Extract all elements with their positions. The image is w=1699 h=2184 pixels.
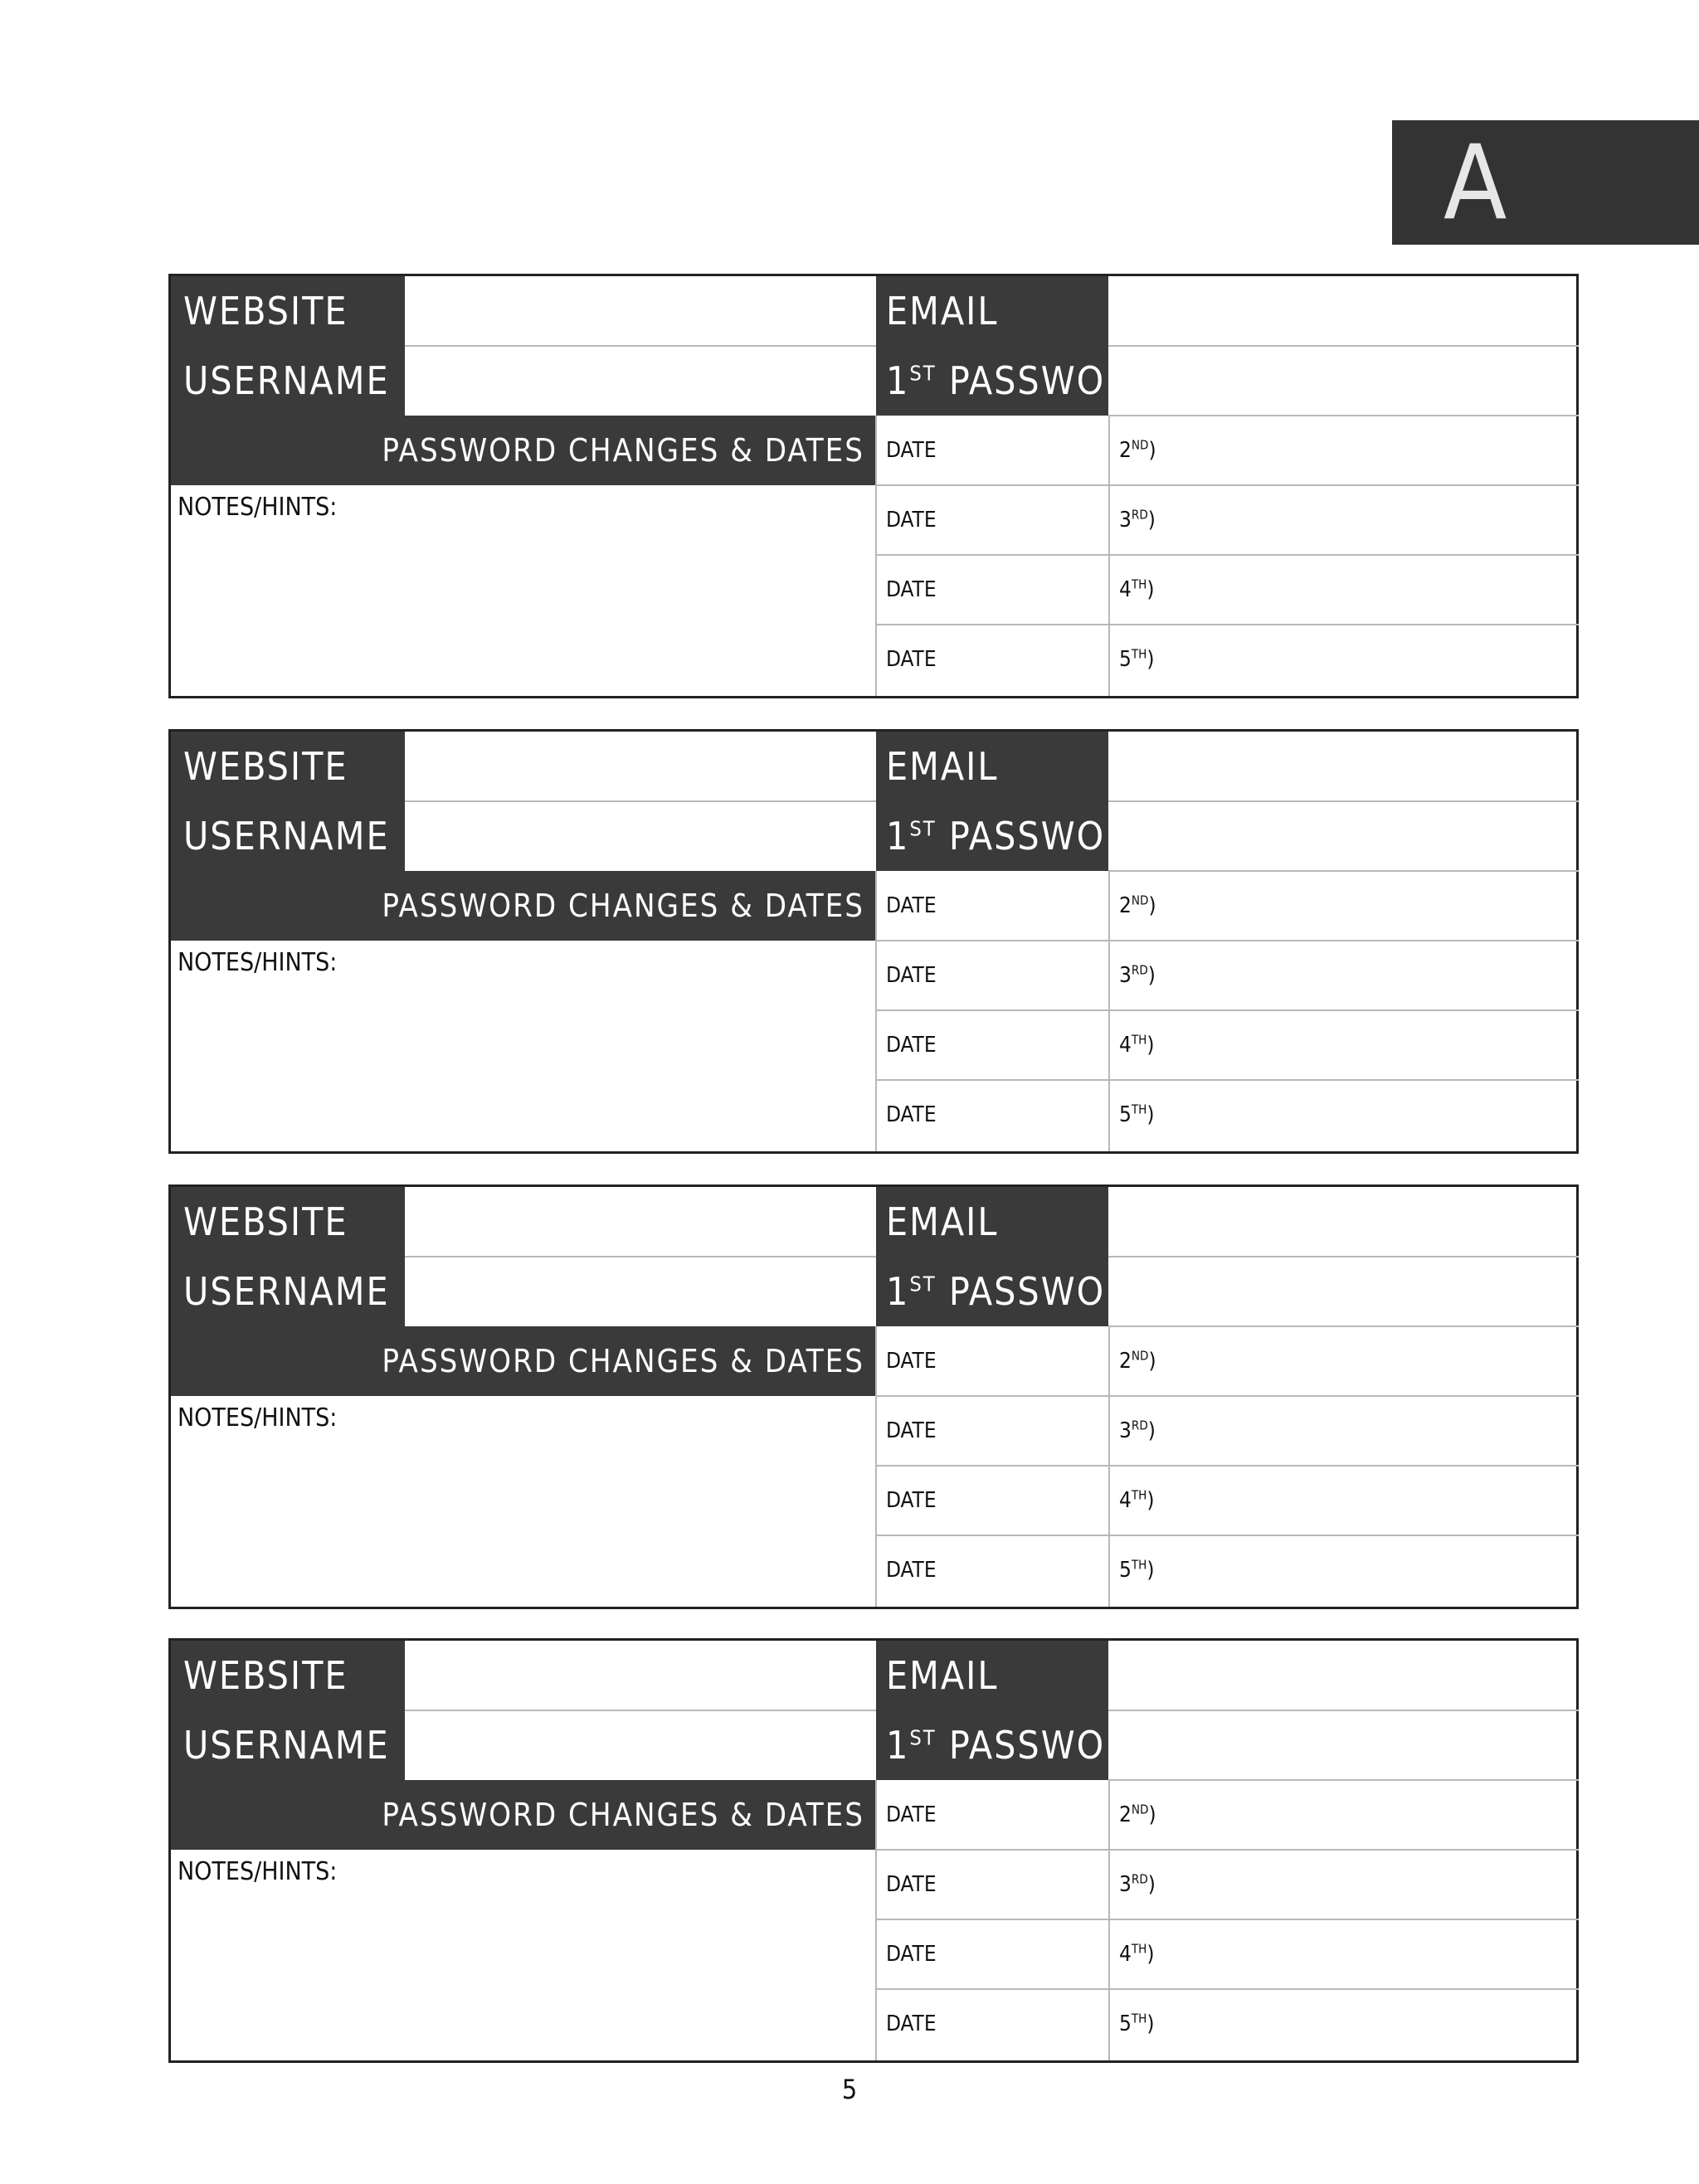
- ordinal-number: 2: [1119, 1349, 1132, 1374]
- username-field[interactable]: [406, 1711, 874, 1779]
- password-change-ordinal: [1119, 1989, 1155, 2059]
- changed-password-field[interactable]: [1183, 625, 1577, 693]
- password-entry: [168, 1638, 1579, 2063]
- changed-password-field[interactable]: [1183, 1396, 1577, 1464]
- first-password-suffix: ST: [909, 361, 937, 386]
- first-password-field[interactable]: [1110, 1711, 1577, 1779]
- password-change-ordinal: [1119, 1780, 1156, 1850]
- password-change-ordinal: [1119, 1466, 1155, 1535]
- ordinal-paren: ): [1147, 508, 1156, 533]
- first-password-suffix: ST: [909, 816, 937, 841]
- first-password-word: PASSWORD: [948, 1723, 1159, 1768]
- ordinal-suffix: TH: [1131, 1487, 1147, 1503]
- changed-password-field[interactable]: [1183, 1989, 1577, 2057]
- first-password-number: 1: [886, 1269, 910, 1314]
- ordinal-suffix: TH: [1131, 1102, 1147, 1117]
- column-divider: [1108, 1326, 1110, 1607]
- ordinal-number: 4: [1119, 1033, 1132, 1058]
- date-label: DATE: [886, 577, 937, 602]
- column-divider: [1108, 871, 1110, 1151]
- column-divider: [875, 416, 877, 696]
- date-label: DATE: [886, 1349, 937, 1374]
- password-change-ordinal: [1119, 555, 1155, 625]
- password-change-ordinal: [1119, 1010, 1155, 1080]
- first-password-word: PASSWORD: [948, 814, 1159, 859]
- date-label: DATE: [886, 438, 937, 463]
- change-date-field[interactable]: [967, 1396, 1107, 1464]
- first-password-field[interactable]: [1110, 347, 1577, 415]
- first-password-field[interactable]: [1110, 1257, 1577, 1325]
- ordinal-suffix: RD: [1131, 962, 1148, 978]
- changed-password-field[interactable]: [1183, 871, 1577, 939]
- ordinal-suffix: RD: [1131, 1871, 1148, 1887]
- first-password-suffix: ST: [909, 1725, 937, 1750]
- password-entry: [168, 1184, 1579, 1609]
- password-change-ordinal: [1119, 1535, 1155, 1605]
- email-label: EMAIL: [886, 1653, 999, 1698]
- ordinal-number: 5: [1119, 1558, 1132, 1583]
- ordinal-number: 4: [1119, 1942, 1132, 1967]
- change-date-field[interactable]: [967, 625, 1107, 693]
- changed-password-field[interactable]: [1183, 1780, 1577, 1848]
- date-label: DATE: [886, 1033, 937, 1058]
- date-label: DATE: [886, 1102, 937, 1127]
- column-divider: [1108, 1780, 1110, 2060]
- first-password-suffix: ST: [909, 1272, 937, 1296]
- date-label: DATE: [886, 647, 937, 672]
- password-changes-label: PASSWORD CHANGES & DATES: [382, 1797, 864, 1833]
- website-label: WEBSITE: [183, 289, 348, 333]
- ordinal-paren: ): [1146, 1488, 1155, 1513]
- website-field[interactable]: [406, 1641, 874, 1709]
- ordinal-suffix: TH: [1131, 646, 1147, 662]
- date-label: DATE: [886, 1872, 937, 1897]
- website-label: WEBSITE: [183, 1653, 348, 1698]
- date-label: DATE: [886, 2011, 937, 2036]
- date-label: DATE: [886, 508, 937, 533]
- password-changes-label: PASSWORD CHANGES & DATES: [382, 1343, 864, 1379]
- changed-password-field[interactable]: [1183, 1850, 1577, 1918]
- date-label: DATE: [886, 1418, 937, 1443]
- change-date-field[interactable]: [967, 1080, 1107, 1148]
- username-field[interactable]: [406, 347, 874, 415]
- page-number: 5: [841, 2074, 858, 2105]
- change-date-field[interactable]: [967, 1780, 1107, 1848]
- password-change-ordinal: [1119, 625, 1155, 694]
- changed-password-field[interactable]: [1183, 1010, 1577, 1078]
- password-entry: [168, 274, 1579, 698]
- changed-password-field[interactable]: [1183, 1326, 1577, 1394]
- ordinal-number: 4: [1119, 577, 1132, 602]
- first-password-number: 1: [886, 814, 910, 859]
- ordinal-paren: ): [1146, 1102, 1155, 1127]
- change-date-field[interactable]: [967, 1989, 1107, 2057]
- changed-password-field[interactable]: [1183, 1080, 1577, 1148]
- notes-field[interactable]: [171, 1890, 873, 2060]
- website-label: WEBSITE: [183, 1199, 348, 1244]
- email-field[interactable]: [1110, 276, 1577, 344]
- ordinal-number: 5: [1119, 1102, 1132, 1127]
- username-label: USERNAME: [183, 814, 390, 859]
- date-label: DATE: [886, 1942, 937, 1967]
- ordinal-number: 4: [1119, 1488, 1132, 1513]
- ordinal-number: 2: [1119, 893, 1132, 918]
- section-letter: A: [1443, 124, 1507, 243]
- change-date-field[interactable]: [967, 1535, 1107, 1603]
- notes-hints-label: NOTES/HINTS:: [178, 1857, 338, 1886]
- change-date-field[interactable]: [967, 485, 1107, 553]
- notes-hints-label: NOTES/HINTS:: [178, 948, 338, 977]
- ordinal-suffix: ND: [1131, 1348, 1149, 1364]
- username-field[interactable]: [406, 802, 874, 870]
- notes-hints-label: NOTES/HINTS:: [178, 1403, 338, 1432]
- ordinal-paren: ): [1148, 1802, 1156, 1827]
- website-label: WEBSITE: [183, 744, 348, 789]
- ordinal-suffix: TH: [1131, 1941, 1147, 1957]
- section-tab: [1392, 120, 1699, 245]
- change-date-field[interactable]: [967, 1919, 1107, 1987]
- website-field[interactable]: [406, 1187, 874, 1255]
- email-field[interactable]: [1110, 1187, 1577, 1255]
- password-change-ordinal: [1119, 416, 1156, 485]
- ordinal-suffix: TH: [1131, 576, 1147, 592]
- ordinal-paren: ): [1146, 577, 1155, 602]
- notes-field[interactable]: [171, 1436, 873, 1607]
- column-divider: [1108, 416, 1110, 696]
- first-password-word: PASSWORD: [948, 358, 1159, 403]
- change-date-field[interactable]: [967, 871, 1107, 939]
- ordinal-paren: ): [1146, 1033, 1155, 1058]
- change-date-field[interactable]: [967, 941, 1107, 1009]
- changed-password-field[interactable]: [1183, 1919, 1577, 1987]
- first-password-number: 1: [886, 358, 910, 403]
- first-password-number: 1: [886, 1723, 910, 1768]
- ordinal-paren: ): [1147, 1418, 1156, 1443]
- password-change-ordinal: [1119, 941, 1156, 1010]
- ordinal-suffix: TH: [1131, 1032, 1147, 1048]
- email-field[interactable]: [1110, 732, 1577, 800]
- username-field[interactable]: [406, 1257, 874, 1325]
- website-field[interactable]: [406, 732, 874, 800]
- password-change-ordinal: [1119, 1396, 1156, 1466]
- password-change-ordinal: [1119, 1326, 1156, 1396]
- email-label: EMAIL: [886, 1199, 999, 1244]
- ordinal-number: 3: [1119, 1418, 1132, 1443]
- password-change-ordinal: [1119, 485, 1156, 555]
- ordinal-suffix: TH: [1131, 1557, 1147, 1573]
- username-label: USERNAME: [183, 1723, 390, 1768]
- changed-password-field[interactable]: [1183, 941, 1577, 1009]
- first-password-field[interactable]: [1110, 802, 1577, 870]
- ordinal-number: 2: [1119, 1802, 1132, 1827]
- changed-password-field[interactable]: [1183, 485, 1577, 553]
- password-change-ordinal: [1119, 1919, 1155, 1989]
- ordinal-number: 5: [1119, 2011, 1132, 2036]
- password-change-ordinal: [1119, 871, 1156, 941]
- first-password-word: PASSWORD: [948, 1269, 1159, 1314]
- ordinal-number: 3: [1119, 508, 1132, 533]
- date-label: DATE: [886, 1802, 937, 1827]
- password-changes-label: PASSWORD CHANGES & DATES: [382, 432, 864, 469]
- column-divider: [875, 871, 877, 1151]
- change-date-field[interactable]: [967, 1010, 1107, 1078]
- column-divider: [875, 1326, 877, 1607]
- ordinal-suffix: TH: [1131, 2011, 1147, 2026]
- username-label: USERNAME: [183, 358, 390, 403]
- change-date-field[interactable]: [967, 555, 1107, 623]
- password-change-ordinal: [1119, 1080, 1155, 1150]
- ordinal-paren: ): [1147, 1872, 1156, 1897]
- email-label: EMAIL: [886, 744, 999, 789]
- ordinal-paren: ): [1146, 1558, 1155, 1583]
- ordinal-paren: ): [1148, 893, 1156, 918]
- date-label: DATE: [886, 1488, 937, 1513]
- ordinal-suffix: RD: [1131, 507, 1148, 523]
- username-label: USERNAME: [183, 1269, 390, 1314]
- ordinal-suffix: RD: [1131, 1418, 1148, 1433]
- password-changes-label: PASSWORD CHANGES & DATES: [382, 888, 864, 924]
- date-label: DATE: [886, 963, 937, 988]
- change-date-field[interactable]: [967, 416, 1107, 484]
- ordinal-paren: ): [1148, 438, 1156, 463]
- notes-field[interactable]: [171, 525, 873, 696]
- ordinal-paren: ): [1146, 2011, 1155, 2036]
- date-label: DATE: [886, 893, 937, 918]
- email-label: EMAIL: [886, 289, 999, 333]
- changed-password-field[interactable]: [1183, 416, 1577, 484]
- change-date-field[interactable]: [967, 1850, 1107, 1918]
- change-date-field[interactable]: [967, 1326, 1107, 1394]
- notes-hints-label: NOTES/HINTS:: [178, 493, 338, 522]
- changed-password-field[interactable]: [1183, 1466, 1577, 1534]
- changed-password-field[interactable]: [1183, 1535, 1577, 1603]
- password-entry: [168, 729, 1579, 1154]
- ordinal-number: 3: [1119, 1872, 1132, 1897]
- ordinal-paren: ): [1148, 1349, 1156, 1374]
- ordinal-number: 3: [1119, 963, 1132, 988]
- date-label: DATE: [886, 1558, 937, 1583]
- notes-field[interactable]: [171, 980, 873, 1151]
- changed-password-field[interactable]: [1183, 555, 1577, 623]
- column-divider: [875, 1780, 877, 2060]
- website-field[interactable]: [406, 276, 874, 344]
- ordinal-paren: ): [1146, 1942, 1155, 1967]
- ordinal-paren: ): [1146, 647, 1155, 672]
- ordinal-suffix: ND: [1131, 1802, 1149, 1817]
- change-date-field[interactable]: [967, 1466, 1107, 1534]
- ordinal-number: 2: [1119, 438, 1132, 463]
- ordinal-suffix: ND: [1131, 437, 1149, 453]
- ordinal-suffix: ND: [1131, 893, 1149, 908]
- ordinal-number: 5: [1119, 647, 1132, 672]
- password-change-ordinal: [1119, 1850, 1156, 1919]
- email-field[interactable]: [1110, 1641, 1577, 1709]
- ordinal-paren: ): [1147, 963, 1156, 988]
